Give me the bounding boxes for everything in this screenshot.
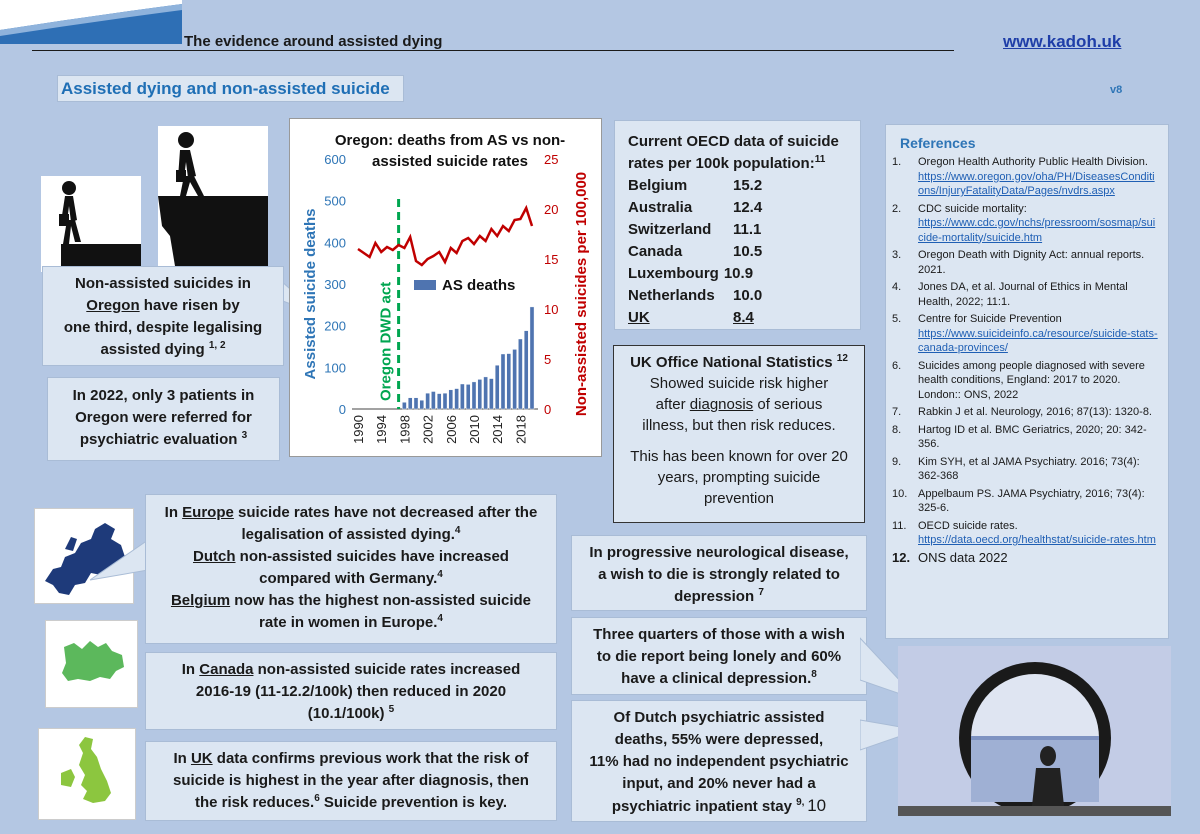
ons-paragraph-2: This has been known for over 20 years, prompting suicide prevention <box>630 448 848 507</box>
reference-item <box>892 248 1160 277</box>
as-deaths-bar <box>484 377 488 409</box>
references-list <box>886 155 1160 566</box>
reference-item <box>892 155 1160 199</box>
oecd-country: Switzerland <box>628 221 712 238</box>
chart-x-tick-label: 2018 <box>513 415 529 444</box>
oecd-row <box>628 241 860 263</box>
oecd-country: UK <box>628 309 650 326</box>
website-link[interactable]: www.kadoh.uk <box>1003 32 1122 51</box>
as-deaths-bar <box>408 398 412 409</box>
chart-x-tick-label: 2010 <box>467 415 482 444</box>
reference-item <box>892 423 1160 452</box>
as-deaths-bar <box>402 402 406 409</box>
figure-cliff-edge-illustration <box>158 126 268 272</box>
reference-item <box>892 487 1160 516</box>
oecd-title-line2: rates per 100k population: <box>628 155 815 172</box>
as-deaths-bar <box>478 379 482 409</box>
chart-y-tick-label: 100 <box>324 360 346 376</box>
chart-x-tick-label: 1998 <box>397 415 413 444</box>
oecd-country: Canada <box>628 243 683 260</box>
as-deaths-bar <box>466 384 470 409</box>
chart-x-tick-label: 2002 <box>420 415 436 444</box>
oecd-data-box: Current OECD data of suicide rates per 100k population:$^{11}$ Belgium 15.2 Australia 12.4 Switzerland 11.1 Canada 10.5 Luxembourg 10.9 Netherlands 10.0 UK 8.4 <box>614 120 861 330</box>
reference-number: 3. <box>892 249 902 261</box>
reference-text: Centre for Suicide Prevention <box>918 313 1062 325</box>
window-photo <box>898 646 1171 816</box>
reference-text: Oregon Health Authority Public Health Division. <box>918 156 1148 168</box>
oecd-value: 11.1 <box>733 221 762 238</box>
oecd-row <box>628 263 860 285</box>
reference-number: 8. <box>892 423 902 436</box>
chart-y-tick-label: 600 <box>324 152 346 167</box>
reference-item <box>892 202 1160 246</box>
legend-swatch <box>414 280 436 290</box>
dutch-psychiatric-callout: Of Dutch psychiatric assisted deaths, 55% were depressed, 11% had no independent psychiatric input, and 20% never had a psychiatric inpatient stay $^{9,}$ 10 <box>571 700 867 822</box>
chart-title-line1: Oregon: deaths from AS vs non- <box>334 132 566 149</box>
chart-y-tick-label: 400 <box>324 235 346 251</box>
reference-number: 7. <box>892 406 902 418</box>
reference-item <box>892 359 1160 403</box>
reference-text: Oregon Death with Dignity Act: annual reports. 2021. <box>918 249 1145 276</box>
reference-text: Kim SYH, et al JAMA Psychiatry. 2016; 73(4): 362-368 <box>918 455 1140 482</box>
oecd-value: 15.2 <box>733 177 763 194</box>
diagnosis-underlined: diagnosis <box>689 396 754 413</box>
chart-x-tick-label: 1994 <box>374 415 390 444</box>
canada-map <box>45 620 138 708</box>
as-deaths-bar <box>489 379 493 409</box>
oecd-country: Belgium <box>628 177 688 194</box>
oecd-value: 12.4 <box>733 199 763 216</box>
reference-number: 1. <box>892 156 902 168</box>
non-assisted-suicide-line <box>358 208 532 265</box>
ons-title: UK Office National Statistics <box>630 354 837 371</box>
as-deaths-bar <box>455 389 459 409</box>
reference-text: Appelbaum PS. JAMA Psychiatry, 2016; 73(4): 325-6. <box>918 487 1145 514</box>
oecd-country: Luxembourg <box>628 265 719 282</box>
reference-text: Rabkin J et al. Neurology, 2016; 87(13): 1320-8. <box>918 406 1152 418</box>
neurological-callout: In progressive neurological disease, a wish to die is strongly related to depression $^7$ <box>571 535 867 611</box>
as-deaths-bar <box>501 354 505 409</box>
reference-item <box>892 312 1160 356</box>
as-deaths-bar <box>443 393 447 409</box>
oregon-chart <box>289 118 602 457</box>
as-deaths-bar <box>420 400 424 409</box>
chart-y2-tick-label: 0 <box>544 402 552 417</box>
reference-item <box>892 405 1160 420</box>
reference-text: OECD suicide rates. <box>918 519 1018 532</box>
uk-map <box>38 728 136 820</box>
chart-x-tick-label: 2014 <box>490 415 506 444</box>
ons-box: UK Office National Statistics $^{12}$ Showed suicide risk higher after diagnosis of serious illness, but then risk reduces. This has been known for over 20 years, prompting suicide prevention <box>613 345 865 523</box>
dwd-act-label: Oregon DWD act <box>377 281 395 401</box>
references-heading: References <box>900 135 976 151</box>
psychiatric-referral-callout: In 2022, only 3 patients in Oregon were referred for psychiatric evaluation $^3$ <box>47 377 280 461</box>
reference-number: 11. <box>892 519 907 532</box>
as-deaths-bar <box>437 394 441 409</box>
oecd-country: Australia <box>628 199 693 216</box>
oregon-chart-svg <box>290 119 603 458</box>
chart-ylabel: Assisted suicide deaths <box>302 208 319 380</box>
reference-text: Suicides among people diagnosed with severe health conditions, England: 2017 to 2020. London:: ONS, 2022 <box>918 359 1145 401</box>
reference-number: 10. <box>892 487 908 500</box>
figure-walking-illustration <box>41 176 141 272</box>
chart-y-tick-label: 0 <box>338 402 346 417</box>
canada-callout: In Canada non-assisted suicide rates increased 2016-19 (11-12.2/100k) then reduced in 2020 (10.1/100k) $^5$ <box>145 652 557 730</box>
version-label: v8 <box>1110 84 1123 96</box>
reference-text: CDC suicide mortality: <box>918 202 1027 215</box>
oecd-title-line1: Current OECD data of suicide <box>628 133 839 150</box>
oecd-row <box>628 285 860 307</box>
loneliness-callout: Three quarters of those with a wish to die report being lonely and 60% have a clinical depression.$^8$ <box>571 617 867 695</box>
reference-link[interactable]: https://data.oecd.org/healthstat/suicide-rates.htm <box>918 534 1156 546</box>
page-title: The evidence around assisted dying <box>184 33 443 50</box>
reference-number: 12. <box>892 549 911 565</box>
reference-number: 9. <box>892 455 902 468</box>
reference-link[interactable]: https://www.oregon.gov/oha/PH/DiseasesConditions/InjuryFatalityData/Pages/nvdrs.aspx <box>918 170 1155 197</box>
reference-number: 2. <box>892 202 902 215</box>
chart-y-tick-label: 300 <box>324 277 346 292</box>
oecd-value: 10.9 <box>723 265 754 282</box>
as-deaths-bar <box>426 393 430 409</box>
europe-callout: In Europe suicide rates have not decreased after the legalisation of assisted dying.$^4$ Dutch non-assisted suicides have increased compared with Germany.$^4$ Belgium now has the highest non-assisted suicide rate in women in Europe.$^4$ <box>145 494 557 644</box>
header-rule <box>32 50 954 51</box>
chart-y-tick-label: 200 <box>324 318 346 334</box>
oregon-underlined: Oregon <box>86 297 140 314</box>
as-deaths-bar <box>460 384 464 409</box>
oecd-value: 8.4 <box>733 309 754 326</box>
legend-label: AS deaths <box>442 277 516 294</box>
as-deaths-bar <box>495 365 499 409</box>
chart-y2-tick-label: 25 <box>544 152 559 167</box>
as-deaths-bar <box>513 349 517 409</box>
reference-link[interactable]: https://www.cdc.gov/nchs/pressroom/sosmap/suicide-mortality/suicide.htm <box>918 217 1156 244</box>
reference-number: 4. <box>892 281 902 293</box>
subtitle: Assisted dying and non-assisted suicide <box>61 79 390 98</box>
chart-y2-tick-label: 20 <box>544 202 559 217</box>
chart-y2label: Non-assisted suicides per 100,000 <box>573 171 590 417</box>
oecd-row <box>628 197 860 219</box>
reference-text: Jones DA, et al. Journal of Ethics in Mental Health, 2022; 11:1. <box>918 281 1128 308</box>
chart-y2-tick-label: 10 <box>544 302 559 317</box>
as-deaths-bar <box>518 339 522 409</box>
oecd-value: 10.0 <box>733 287 763 304</box>
as-deaths-bar <box>414 398 418 409</box>
as-deaths-bar <box>507 354 511 409</box>
oecd-value: 10.5 <box>733 243 763 260</box>
europe-callout-pointer <box>90 540 150 590</box>
chart-y2-tick-label: 5 <box>544 352 552 367</box>
reference-item <box>892 519 1160 548</box>
as-deaths-bar <box>431 392 435 410</box>
as-deaths-bar <box>530 307 534 409</box>
reference-text: ONS data 2022 <box>918 549 1008 565</box>
reference-item <box>892 280 1160 309</box>
uk-callout: In UK data confirms previous work that the risk of suicide is highest in the year after diagnosis, then the risk reduces.$^6$ Suicide prevention is key. <box>145 741 557 821</box>
chart-y2-tick-label: 15 <box>544 252 559 267</box>
reference-text: Hartog ID et al. BMC Geriatrics, 2020; 20: 342-356. <box>918 423 1147 450</box>
reference-item <box>892 551 1160 567</box>
as-deaths-bar <box>524 331 528 409</box>
reference-number: 5. <box>892 313 902 325</box>
oecd-country: Netherlands <box>628 287 715 304</box>
as-deaths-bar <box>449 390 453 409</box>
oregon-suicide-callout: Non-assisted suicides in Oregon have risen by one third, despite legalising assisted dying $^{1, 2}$ <box>42 266 284 366</box>
chart-x-tick-label: 1990 <box>351 415 366 444</box>
logo <box>0 0 182 44</box>
chart-x-tick-label: 2006 <box>443 415 459 444</box>
reference-number: 6. <box>892 359 902 372</box>
references-box <box>885 124 1169 639</box>
chart-y-tick-label: 500 <box>324 193 346 209</box>
chart-title-line2: assisted suicide rates <box>372 153 528 170</box>
oecd-row <box>628 219 860 241</box>
oecd-table <box>628 175 860 329</box>
reference-item <box>892 455 1160 484</box>
oecd-row <box>628 175 860 197</box>
oecd-row <box>628 307 758 329</box>
as-deaths-bar <box>472 382 476 409</box>
reference-link[interactable]: https://www.suicideinfo.ca/resource/suicide-stats-canada-provinces/ <box>918 327 1158 354</box>
